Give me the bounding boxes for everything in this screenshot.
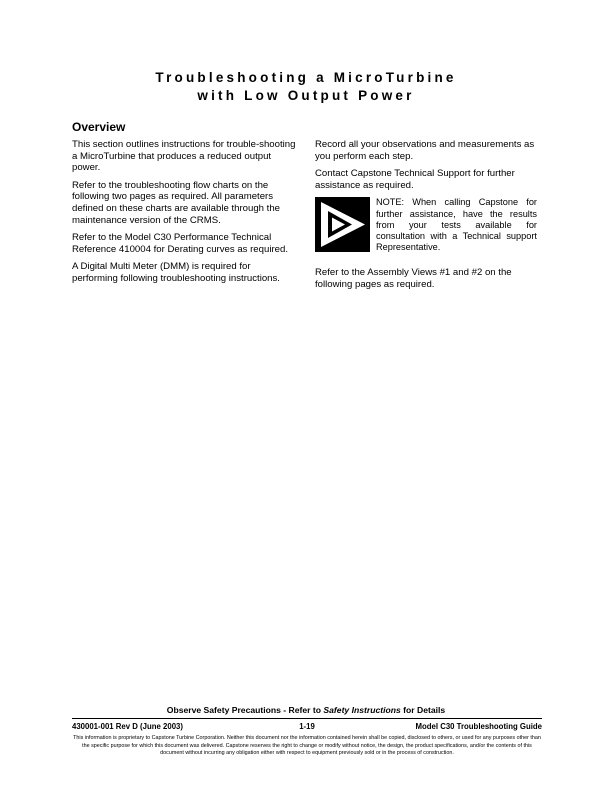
section-heading: Overview <box>72 120 126 134</box>
footer-divider <box>72 718 542 719</box>
note-text: NOTE: When calling Capstone for further assistance, have the results from your tests available for consultation with a Technical support Representative. <box>376 197 537 253</box>
right-column <box>315 139 541 297</box>
left-column <box>72 139 298 291</box>
paragraph: Refer to the Assembly Views #1 and #2 on the following pages as required. <box>315 267 512 290</box>
page-number: 1-19 <box>299 722 315 731</box>
paragraph: Refer to the troubleshooting flow charts on the following two pages as required. All parameters defined on these charts are available through the maintenance version of the CRMS. <box>72 179 281 226</box>
title-line-2: with Low Output Power <box>197 88 415 103</box>
safety-prefix: Observe Safety Precautions - Refer to <box>166 705 324 715</box>
note-box <box>315 197 541 257</box>
doc-number: 430001-001 Rev D (June 2003) <box>72 722 183 731</box>
title-line-1: Troubleshooting a MicroTurbine <box>155 70 457 85</box>
note-arrow-icon <box>315 197 370 252</box>
safety-suffix: for Details <box>400 705 446 715</box>
legal-notice: This information is proprietary to Capstone Turbine Corporation. Neither this document nor the information contained herein shall be copied, disclosed to others, or used for any purposes other than the specific purpose for which this document was delivered. Capstone reserves the right to change or modify without notice, the design, the product specifications, and/or the contents of this document without incurring any obligation either with respect to equipment previously sold or in the process of construction. <box>73 735 541 757</box>
paragraph: Contact Capstone Technical Support for further assistance as required. <box>315 168 515 191</box>
paragraph: This section outlines instructions for trouble-shooting a MicroTurbine that produces a reduced output power. <box>72 139 296 174</box>
paragraph: A Digital Multi Meter (DMM) is required for performing following troubleshooting instructions. <box>72 261 280 284</box>
paragraph: Record all your observations and measurements as you perform each step. <box>315 139 535 162</box>
guide-title: Model C30 Troubleshooting Guide <box>415 722 542 731</box>
page-title <box>0 69 612 105</box>
paragraph: Refer to the Model C30 Performance Technical Reference 410004 for Derating curves as required. <box>72 232 288 255</box>
safety-link-text: Safety Instructions <box>323 705 401 715</box>
safety-notice <box>0 705 612 715</box>
